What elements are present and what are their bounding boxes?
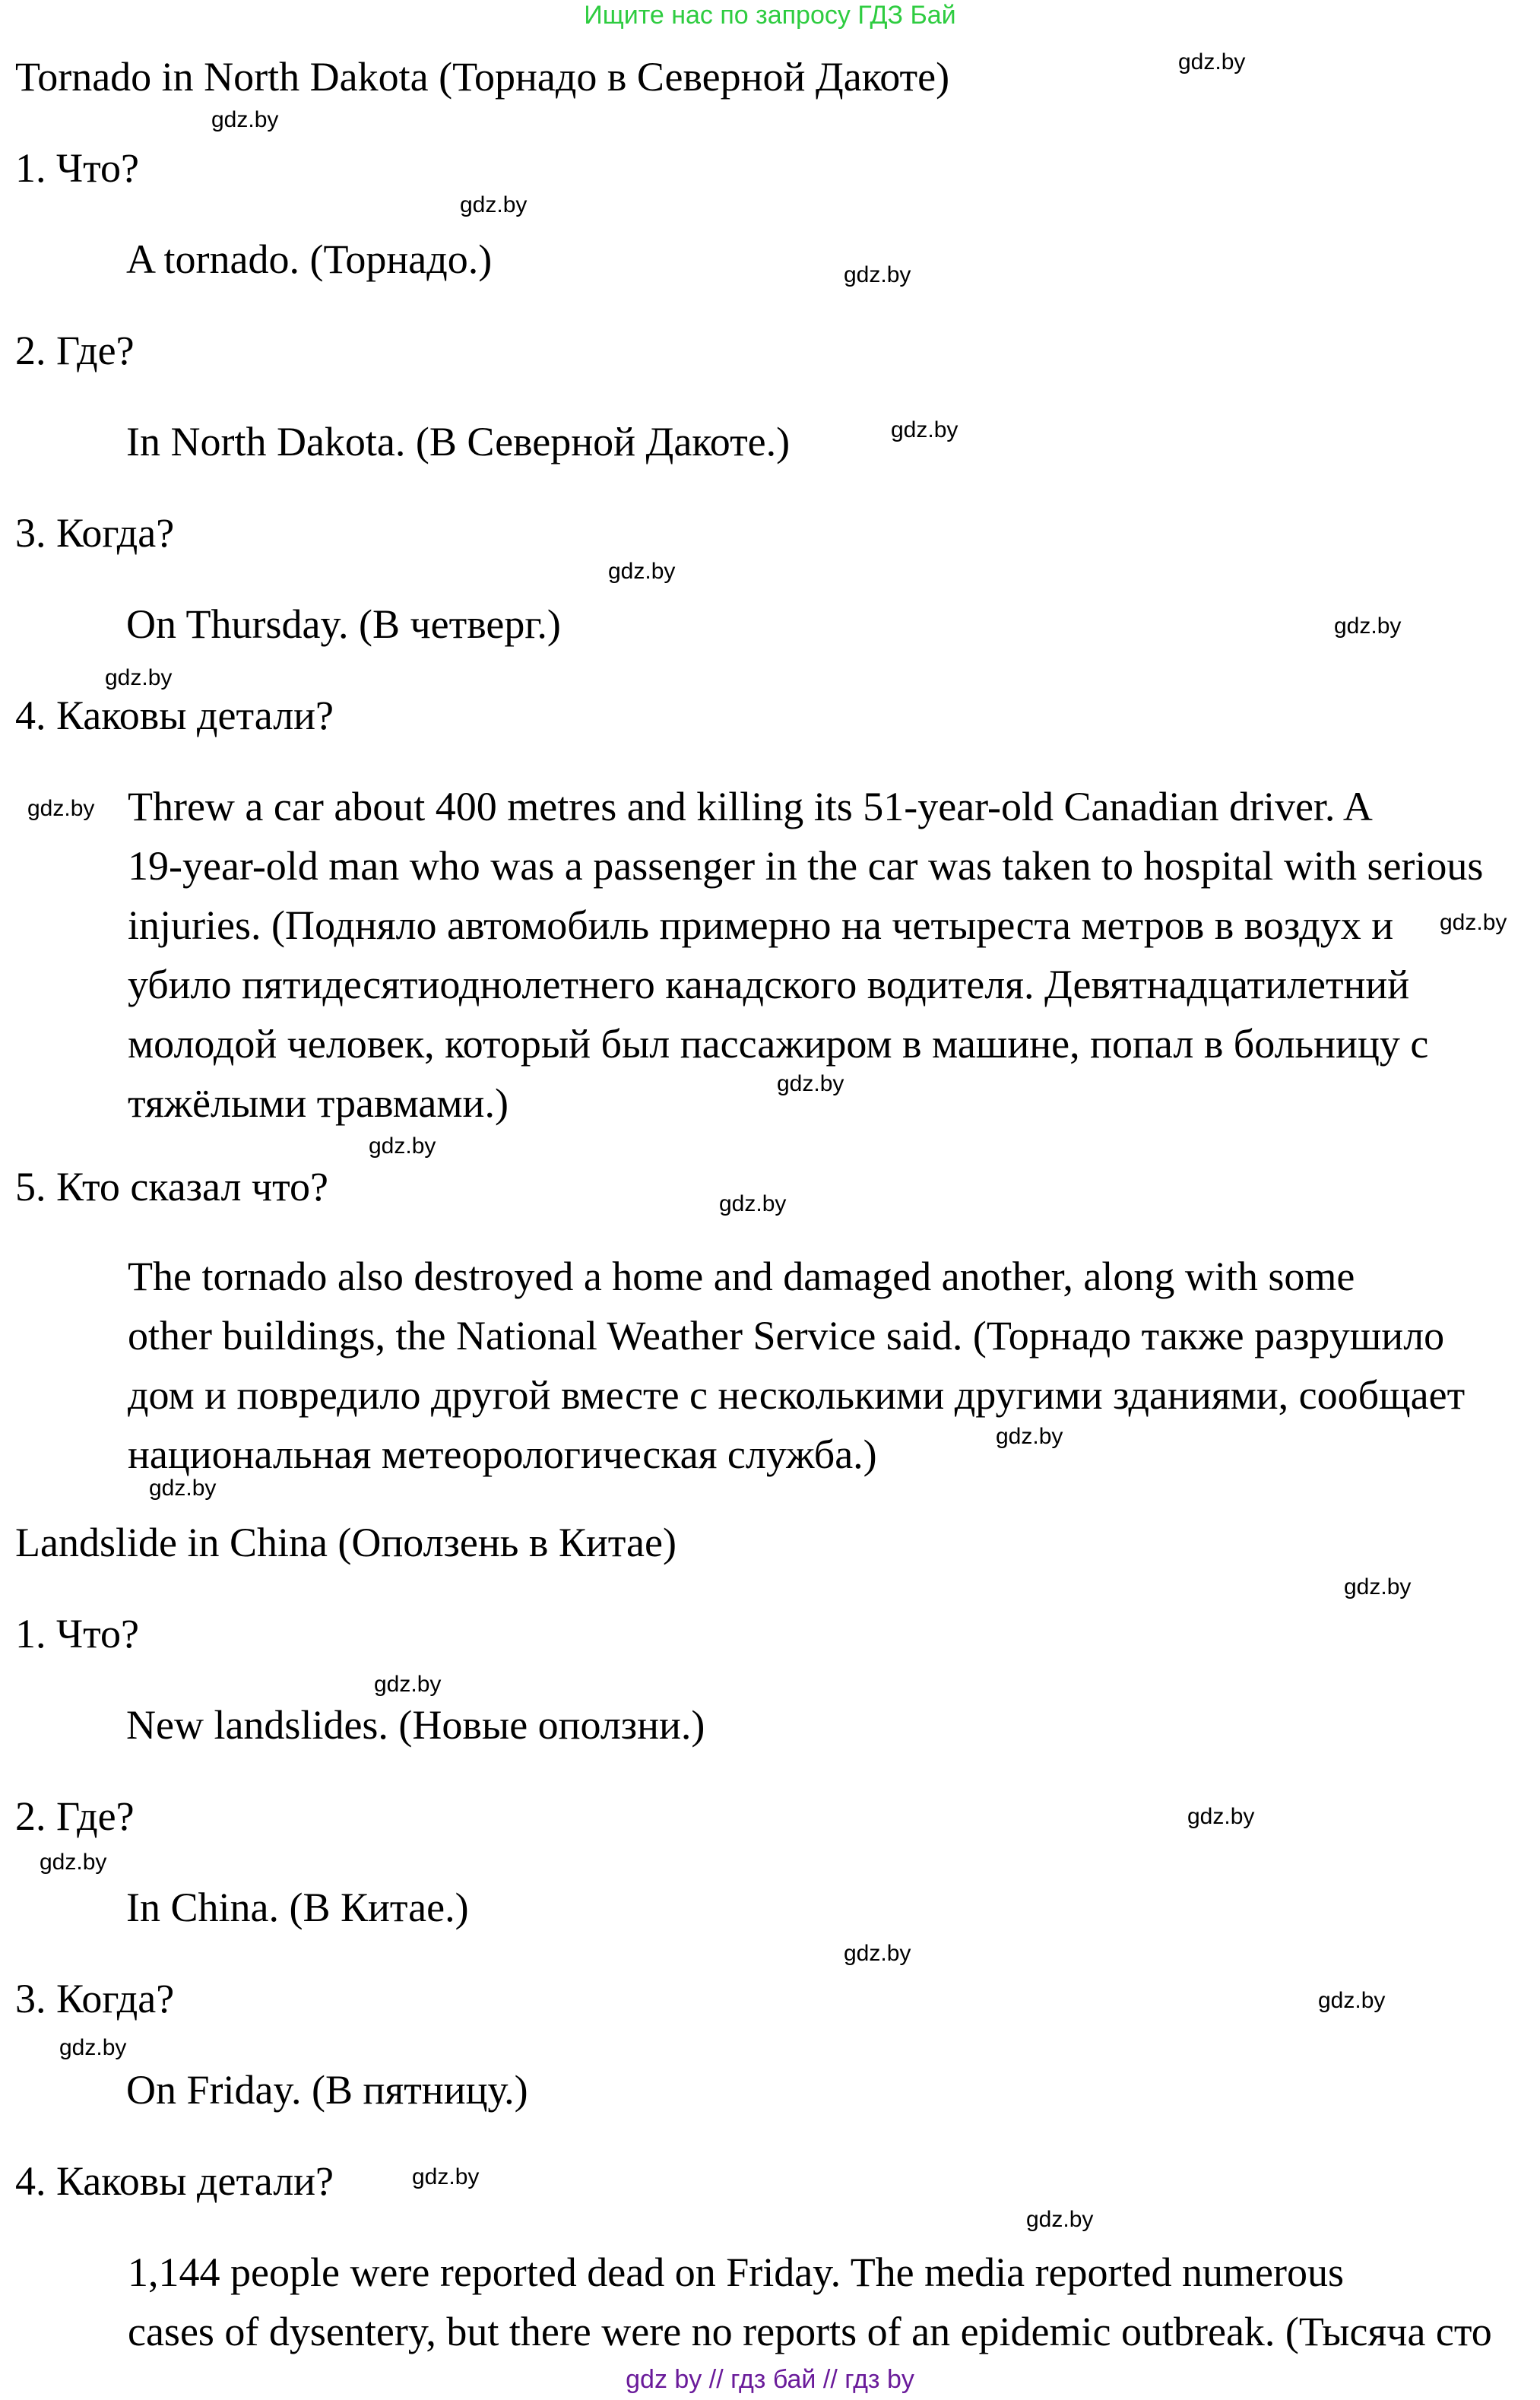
paragraph-line: cases of dysentery, but there were no reports of an epidemic outbreak. (Тысяча сто bbox=[128, 2309, 1492, 2354]
tornado-answer-where: In North Dakota. (В Северной Дакоте.) bbox=[126, 419, 791, 464]
landslide-question-when: 3. Когда? bbox=[15, 1976, 175, 2021]
watermark: gdz.by bbox=[719, 1191, 787, 1216]
tornado-question-who-said: 5. Кто сказал что? bbox=[15, 1164, 328, 1210]
landslide-question-where: 2. Где? bbox=[15, 1793, 135, 1839]
watermark: gdz.by bbox=[1026, 2207, 1094, 2232]
watermark: gdz.by bbox=[1440, 910, 1507, 935]
watermark: gdz.by bbox=[149, 1476, 217, 1501]
watermark: gdz.by bbox=[1344, 1574, 1412, 1599]
paragraph-line: убило пятидесятиоднолетнего канадского водителя. Девятнадцатилетний bbox=[128, 962, 1410, 1007]
watermark: gdz.by bbox=[1334, 613, 1402, 639]
footer-banner[interactable]: gdz by // гдз бай // гдз by bbox=[626, 2365, 914, 2394]
tornado-question-where: 2. Где? bbox=[15, 328, 135, 373]
header-banner[interactable]: Ищите нас по запросу ГДЗ Бай bbox=[584, 1, 956, 30]
paragraph-line: 19-year-old man who was a passenger in the car was taken to hospital with serious bbox=[128, 843, 1484, 889]
watermark: gdz.by bbox=[891, 417, 959, 442]
watermark: gdz.by bbox=[996, 1424, 1063, 1449]
paragraph-line: дом и повредило другой вместе с несколькими другими зданиями, сообщает bbox=[128, 1372, 1466, 1418]
landslide-question-details: 4. Каковы детали? bbox=[15, 2158, 334, 2204]
watermark: gdz.by bbox=[1318, 1988, 1386, 2013]
tornado-question-details: 4. Каковы детали? bbox=[15, 693, 334, 738]
paragraph-line: национальная метеорологическая служба.) bbox=[128, 1431, 877, 1477]
watermark: gdz.by bbox=[608, 559, 676, 584]
paragraph-line: other buildings, the National Weather Service said. (Торнадо также разрушило bbox=[128, 1313, 1445, 1359]
watermark: gdz.by bbox=[374, 1672, 442, 1697]
tornado-answer-details bbox=[15, 777, 1528, 1133]
landslide-answer-what: New landslides. (Новые оползни.) bbox=[126, 1702, 705, 1748]
landslide-question-what: 1. Что? bbox=[15, 1611, 139, 1657]
watermark: gdz.by bbox=[412, 2164, 480, 2189]
tornado-answer-who-said bbox=[15, 1247, 1528, 1484]
watermark: gdz.by bbox=[59, 2035, 127, 2060]
watermark: gdz.by bbox=[844, 1941, 911, 1966]
watermark: gdz.by bbox=[1187, 1804, 1255, 1829]
tornado-answer-what: A tornado. (Торнадо.) bbox=[126, 236, 493, 282]
tornado-question-what: 1. Что? bbox=[15, 145, 139, 191]
watermark: gdz.by bbox=[844, 262, 911, 287]
watermark: gdz.by bbox=[27, 796, 95, 821]
paragraph-line: injuries. (Подняло автомобиль примерно на четыреста метров в воздух и bbox=[128, 902, 1394, 948]
watermark: gdz.by bbox=[105, 665, 173, 690]
watermark: gdz.by bbox=[460, 192, 528, 217]
watermark: gdz.by bbox=[1178, 49, 1246, 75]
section-title-tornado: Tornado in North Dakota (Торнадо в Северной Дакоте) bbox=[15, 54, 950, 100]
landslide-answer-details bbox=[15, 2243, 1528, 2361]
tornado-answer-when: On Thursday. (В четверг.) bbox=[126, 601, 561, 647]
tornado-question-when: 3. Когда? bbox=[15, 510, 175, 556]
watermark: gdz.by bbox=[777, 1071, 844, 1096]
paragraph-line: Threw a car about 400 metres and killing its 51-year-old Canadian driver. A bbox=[128, 784, 1373, 829]
section-title-landslide: Landslide in China (Оползень в Китае) bbox=[15, 1520, 677, 1565]
paragraph-line: молодой человек, который был пассажиром в машине, попал в больницу с bbox=[128, 1021, 1429, 1067]
landslide-answer-when: On Friday. (В пятницу.) bbox=[126, 2067, 528, 2113]
landslide-answer-where: In China. (В Китае.) bbox=[126, 1885, 469, 1930]
paragraph-line: тяжёлыми травмами.) bbox=[128, 1080, 509, 1126]
paragraph-line: 1,144 people were reported dead on Friday. The media reported numerous bbox=[128, 2249, 1344, 2295]
paragraph-line: The tornado also destroyed a home and damaged another, along with some bbox=[128, 1254, 1355, 1299]
watermark: gdz.by bbox=[40, 1850, 107, 1875]
watermark: gdz.by bbox=[369, 1133, 436, 1159]
watermark: gdz.by bbox=[211, 107, 279, 132]
